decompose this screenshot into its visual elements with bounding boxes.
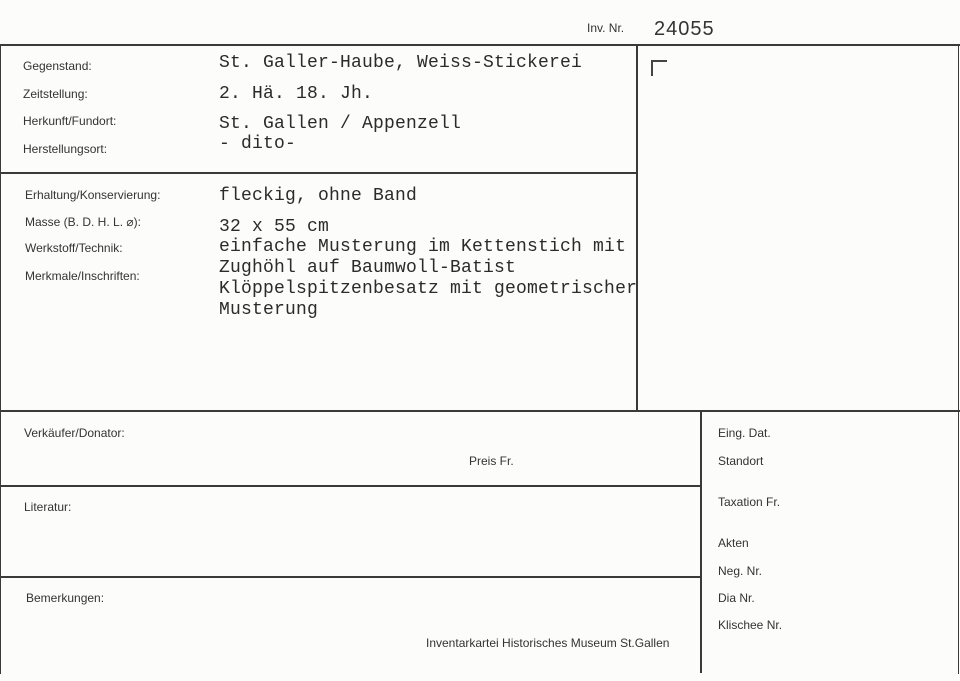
inv-nr-value: 24055 bbox=[654, 18, 715, 40]
right-edge bbox=[958, 44, 959, 674]
akten-label: Akten bbox=[718, 536, 749, 550]
herstellungsort-value: - dito- bbox=[219, 134, 297, 154]
preis-label: Preis Fr. bbox=[469, 454, 514, 468]
gegenstand-value: St. Galler-Haube, Weiss-Stickerei bbox=[219, 53, 583, 73]
herstellungsort-label: Herstellungsort: bbox=[23, 142, 108, 156]
standort-label: Standort bbox=[718, 454, 764, 468]
werkstoff-label: Werkstoff/Technik: bbox=[25, 241, 123, 255]
bottom-right-divider bbox=[700, 411, 702, 673]
inv-nr-label: Inv. Nr. bbox=[587, 21, 625, 35]
merkmale-value-line2: Musterung bbox=[219, 300, 319, 320]
verkaeufer-bottom-rule bbox=[0, 485, 701, 487]
taxation-label: Taxation Fr. bbox=[718, 495, 781, 509]
herkunft-value: St. Gallen / Appenzell bbox=[219, 114, 462, 134]
merkmale-value-line1: Klöppelspitzenbesatz mit geometrischer bbox=[219, 279, 638, 299]
eing-dat-label: Eing. Dat. bbox=[718, 426, 771, 440]
section1-bottom-rule bbox=[0, 172, 637, 174]
klischee-nr-label: Klischee Nr. bbox=[718, 618, 783, 632]
middle-rule bbox=[0, 410, 960, 412]
werkstoff-value-line2: Zughöhl auf Baumwoll-Batist bbox=[219, 258, 517, 278]
neg-nr-label: Neg. Nr. bbox=[718, 564, 763, 578]
gegenstand-label: Gegenstand: bbox=[23, 59, 92, 73]
bemerkungen-label: Bemerkungen: bbox=[26, 591, 105, 605]
right-panel-divider bbox=[636, 44, 638, 412]
corner-mark-icon bbox=[651, 60, 667, 76]
masse-value: 32 x 55 cm bbox=[219, 217, 330, 237]
erhaltung-label: Erhaltung/Konservierung: bbox=[25, 188, 161, 202]
top-rule bbox=[0, 44, 960, 46]
zeitstellung-label: Zeitstellung: bbox=[23, 87, 88, 101]
literatur-label: Literatur: bbox=[24, 500, 72, 514]
merkmale-label: Merkmale/Inschriften: bbox=[25, 269, 140, 283]
dia-nr-label: Dia Nr. bbox=[718, 591, 755, 605]
verkaeufer-label: Verkäufer/Donator: bbox=[24, 426, 125, 440]
masse-label: Masse (B. D. H. L. ⌀): bbox=[25, 215, 141, 229]
zeitstellung-value: 2. Hä. 18. Jh. bbox=[219, 84, 374, 104]
werkstoff-value-line1: einfache Musterung im Kettenstich mit bbox=[219, 237, 627, 257]
left-edge bbox=[0, 44, 1, 674]
herkunft-label: Herkunft/Fundort: bbox=[23, 114, 117, 128]
card-footer: Inventarkartei Historisches Museum St.Gallen bbox=[426, 636, 670, 650]
literatur-bottom-rule bbox=[0, 576, 701, 578]
erhaltung-value: fleckig, ohne Band bbox=[219, 186, 418, 206]
